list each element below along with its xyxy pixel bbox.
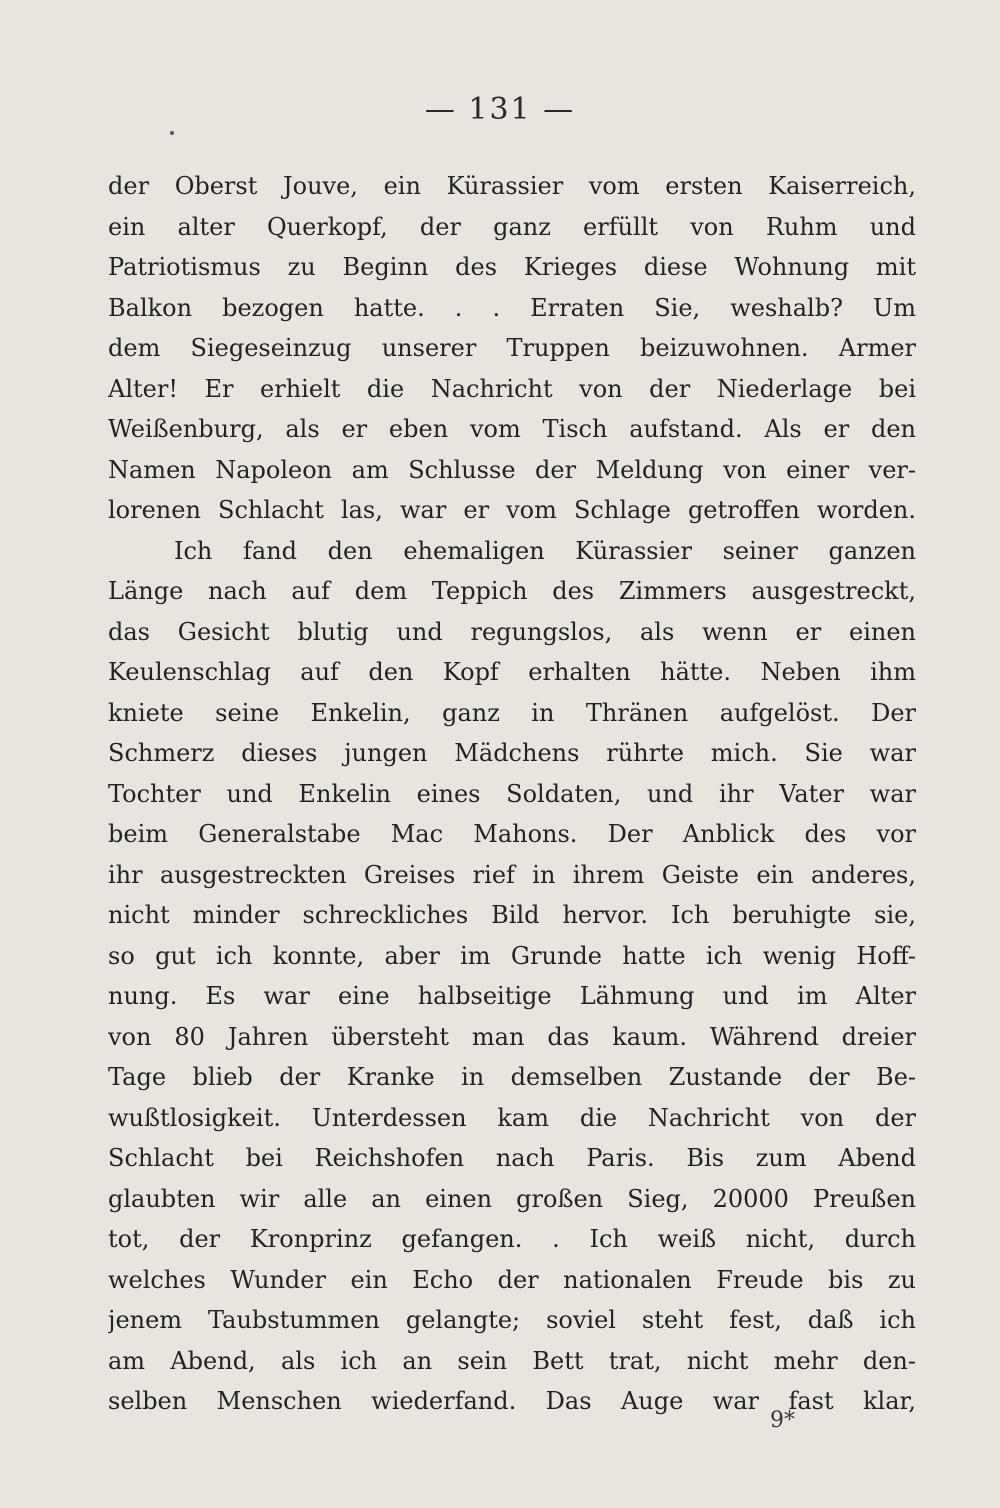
text-line: welches Wunder ein Echo der nationalen Freude bis zu: [108, 1265, 916, 1294]
text-line: der Oberst Jouve, ein Kürassier vom ersten Kaiserreich,: [108, 172, 916, 200]
text-line: selben Menschen wiederfand. Das Auge war fast klar,: [108, 1387, 916, 1415]
text-line: Alter! Er erhielt die Nachricht von der Niederlage bei: [108, 374, 916, 403]
text-line: das Gesicht blutig und regungslos, als wenn er einen: [108, 617, 916, 646]
text-line: Tage blieb der Kranke in demselben Zustande der Be-: [108, 1063, 916, 1091]
text-line: so gut ich konnte, aber im Grunde hatte ich wenig Hoff-: [108, 941, 916, 970]
text-line: dem Siegeseinzug unserer Truppen beizuwohnen. Armer: [108, 334, 916, 362]
text-line: Schlacht bei Reichshofen nach Paris. Bis zum Abend: [108, 1144, 916, 1172]
text-line: jenem Taubstummen gelangte; soviel steht fest, daß ich: [108, 1306, 916, 1334]
paragraph-1: [108, 166, 916, 531]
text-line: Schmerz dieses jungen Mädchens rührte mich. Sie war: [108, 739, 916, 767]
text-line: wußtlosigkeit. Unterdessen kam die Nachricht von der: [108, 1103, 916, 1132]
text-line: Namen Napoleon am Schlusse der Meldung von einer ver-: [108, 455, 916, 484]
paragraph-2: [108, 531, 916, 1422]
text-line: Länge nach auf dem Teppich des Zimmers ausgestreckt,: [108, 577, 916, 605]
ink-speck: [170, 131, 174, 135]
page-header: — 131 —: [424, 92, 576, 127]
text-line: nicht minder schreckliches Bild hervor. Ich beruhigte sie,: [108, 901, 916, 929]
text-line: Tochter und Enkelin eines Soldaten, und ihr Vater war: [108, 779, 916, 808]
text-line: beim Generalstabe Mac Mahons. Der Anblick des vor: [108, 820, 916, 848]
text-line: ihr ausgestreckten Greises rief in ihrem Geiste ein anderes,: [108, 860, 916, 889]
text-line: Ich fand den ehemaligen Kürassier seiner ganzen: [174, 536, 916, 565]
text-line: am Abend, als ich an sein Bett trat, nicht mehr den-: [108, 1346, 916, 1375]
text-line: nung. Es war eine halbseitige Lähmung und im Alter: [108, 982, 916, 1010]
text-line: ein alter Querkopf, der ganz erfüllt von Ruhm und: [108, 212, 916, 241]
text-line: Keulenschlag auf den Kopf erhalten hätte. Neben ihm: [108, 658, 916, 686]
body-text: [108, 166, 916, 1422]
text-line: Weißenburg, als er eben vom Tisch aufstand. Als er den: [108, 415, 916, 443]
text-line: glaubten wir alle an einen großen Sieg, 20000 Preußen: [108, 1184, 916, 1213]
signature-mark: 9*: [770, 1408, 795, 1433]
text-line: kniete seine Enkelin, ganz in Thränen aufgelöst. Der: [108, 698, 916, 727]
text-line: Balkon bezogen hatte. . . Erraten Sie, weshalb? Um: [108, 293, 916, 322]
text-line: von 80 Jahren übersteht man das kaum. Während dreier: [108, 1022, 916, 1051]
text-line: lorenen Schlacht las, war er vom Schlage getroffen worden.: [108, 496, 916, 524]
text-line: Patriotismus zu Beginn des Krieges diese Wohnung mit: [108, 253, 916, 281]
text-line: tot, der Kronprinz gefangen. . Ich weiß nicht, durch: [108, 1225, 916, 1253]
